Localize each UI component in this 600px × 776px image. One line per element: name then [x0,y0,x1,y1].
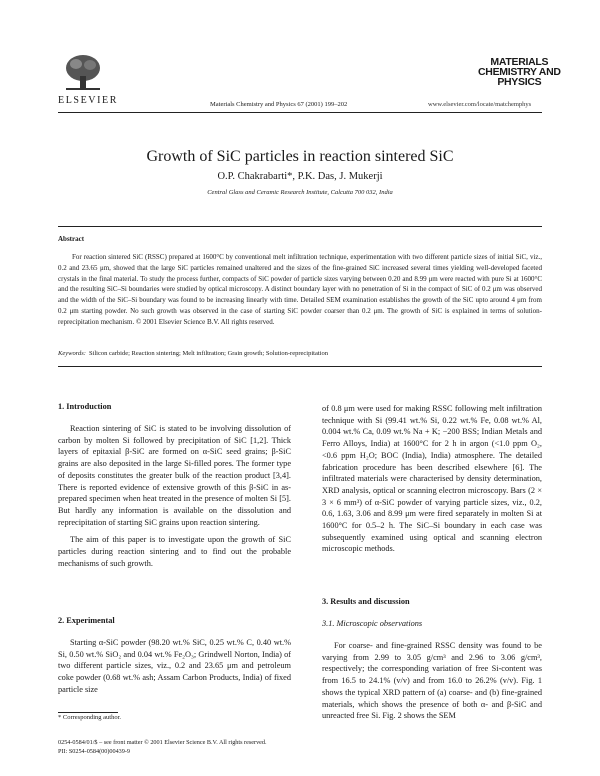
section-results-heading: 3. Results and discussion [322,597,410,606]
authors: O.P. Chakrabarti*, P.K. Das, J. Mukerji [217,171,383,182]
journal-name-line-3: PHYSICS [497,76,542,88]
publisher-name: ELSEVIER [58,95,119,106]
intro-paragraph-2: The aim of this paper is to investigate upon the growth of SiC particles during reaction sintering and to find out the probable mechanisms of such growth. [58,535,291,568]
journal-name-line-2: CHEMISTRY AND [478,66,561,78]
journal-reference: Materials Chemistry and Physics 67 (2001) 199–202 [210,101,348,108]
introduction-body [58,423,291,569]
right-column-continued-body [322,403,542,555]
corresponding-author-footnote: * Corresponding author. [58,714,122,721]
copyright-block [58,738,267,756]
elsevier-tree-logo-icon [62,52,104,92]
section-introduction-heading: 1. Introduction [58,402,112,411]
abstract-top-rule [58,226,542,227]
footnote-rule [58,712,118,713]
abstract-text: For reaction sintered SiC (RSSC) prepared at 1600°C by conventional melt infiltration technique, experimentation with two different particle sizes of initial SiC, viz., 0.2 and 23.65 μm, showed that the large SiC particles remained unaltered and the sizes of the fine-grained SiC increased several times yielding well-developed faceted crystals in the final material. To study the process further, compacts of SiC powder of particle sizes varying between 0.20 and 8.99 μm were reacted with pure Si at 1600°C and the resulting SiC–Si boundaries were studied by optical microscopy. A distinct boundary layer with no penetration of Si in the compact of SiC of 0.2 μm was observed and the width of the SiC–Si boundary was found to be increasing linearly with time. Detailed SEM examination establishes the growth of the SiC upto around 4 μm from 0.2 μm starting powder. No such growth was observed in the case of starting SiC powder coarser than 0.2 μm. The growth of SiC is explained in terms of solution-reprecipitation mechanism. © 2001 Elsevier Science B.V. All rights reserved. [58,253,542,326]
journal-url[interactable]: www.elsevier.com/locate/matchemphys [428,101,532,108]
subsection-microscopic-heading: 3.1. Microscopic observations [322,619,423,628]
results-body [322,640,542,722]
abstract-bottom-rule [58,366,542,367]
results-paragraph-1: For coarse- and fine-grained RSSC density was found to be varying from 2.99 to 3.05 g/cm³ and 2.96 to 3.06 g/cm³, respectively; the corresponding variation of free Si-content was from 16.5 to 24.1% (v/v) and from 16.0 to 26.2% (v/v). Fig. 1 shows the typical XRD pattern of (a) coarse- and (b) fine-grained materials, which shows the presence of both α- and β-SiC and unreacted free Si. Fig. 2 shows the SEM [322,641,542,721]
section-experimental-heading: 2. Experimental [58,616,115,625]
pii-line: PII: S0254-0584(00)00439-9 [58,748,131,755]
journal-name [478,57,561,87]
intro-paragraph-1: Reaction sintering of SiC is stated to be involving dissolution of carbon by molten Si followed by precipitation of SiC [1,2]. Thick layers of epitaxial β-SiC are formed on α-SiC seed grains; β-SiC grains are also deposited in the large Si-filled pores. The former type of deposits constitutes the greater bulk of the reaction product [3,4]. There is reported evidence of extensive growth of this β-SiC in as-prepared specimen when heat treated in the presence of molten Si [5]. But hardly any information is available on the dissolution and reprecipitation of starting SiC grains upon reaction sintering. [58,424,291,527]
experimental-paragraph-1: Starting α-SiC powder (98.20 wt.% SiC, 0.25 wt.% C, 0.40 wt.% Si, 0.50 wt.% SiO₂ and 0.04 wt.% Fe₂O₃; Grindwell Norton, India) of two different particle sizes, viz., 0.2 and 23.65 μm and petroleum coke powder (0.68 wt.% ash; Assam Carbon Products, India) of fixed particle size [58,638,291,694]
abstract-heading: Abstract [58,235,85,243]
keywords-list: Silicon carbide; Reaction sintering; Melt infiltration; Grain growth; Solution-reprecipitation [88,350,328,357]
keywords [58,350,542,357]
keywords-label: Keywords: [58,350,86,357]
article-title: Growth of SiC particles in reaction sintered SiC [146,148,454,165]
experimental-paragraph-2: of 0.8 μm were used for making RSSC following melt infiltration technique with Si (99.41 wt.% Si, 0.22 wt.% Fe, 0.08 wt.% Al, 0.004 wt.% Ca, 0.09 wt.% Na + K; −200 BSS; Indian Metals and Ferro Alloys, India) at 1600°C for 2 h in argon (<1.0 ppm O₂, <0.6 ppm H₂O; BOC (India), India) atmosphere. The detailed fabrication procedure has been described elsewhere [6]. The infiltrated materials were characterised by density determination, XRD analysis, optical or scanning electron microscopy. Bars (2 × 3 × 6 mm³) of α-SiC powder of varying particle sizes, viz., 0.2, 0.6, 1.63, 3.06 and 8.99 μm were fired separately in molten Si at 1600°C for 0.5–2 h. The SiC–Si boundary in each case was subsequently examined using optical and scanning electron microscopic methods. [322,404,542,554]
header-rule [58,112,542,113]
journal-name-line-1: MATERIALS [490,56,549,68]
copyright-line: 0254-0584/01/$ – see front matter © 2001 Elsevier Science B.V. All rights reserved. [58,739,267,746]
affiliation: Central Glass and Ceramic Research Institute, Calcutta 700 032, India [207,189,393,196]
experimental-body [58,637,291,696]
